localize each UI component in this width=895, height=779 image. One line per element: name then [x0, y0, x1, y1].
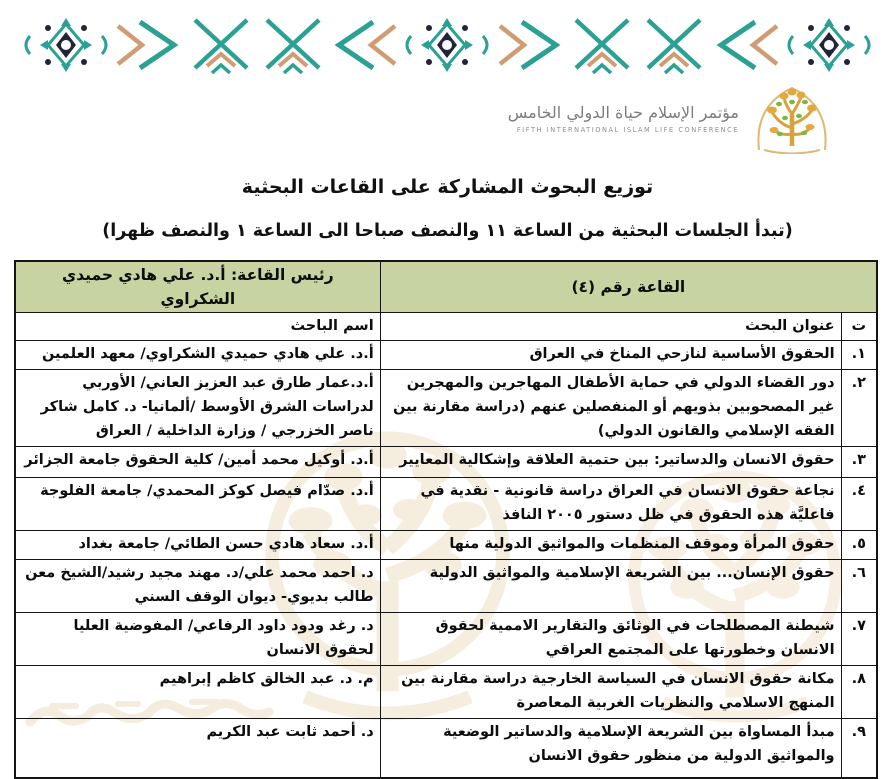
x-motif-icon	[257, 16, 329, 74]
table-row	[15, 478, 877, 531]
research-title: مكانة حقوق الانسان في السياسة الخارجية دراسة مقارنة بين المنهج الاسلامي والنظريات الغربية المعاصرة	[380, 666, 841, 719]
logo-title-arabic: مؤتمر الإسلام حياة الدولي الخامس	[507, 103, 739, 122]
col-header-researcher: اسم الباحث	[15, 313, 380, 341]
researcher-name: م. د. عبد الخالق كاظم إبراهيم	[15, 666, 380, 719]
table-header-row	[15, 261, 877, 313]
research-title: حقوق الإنسان... بين الشريعة الإسلامية والمواثيق الدولية	[380, 560, 841, 613]
research-title: نجاعة حقوق الانسان في العراق دراسة قانونية - نقدية في فاعليَّة هذه الحقوق في ظل دستور ٢٠٠٥ النافذ	[380, 478, 841, 531]
table-row	[15, 531, 877, 560]
chevron-right-motif-icon	[494, 16, 566, 74]
x-motif-icon	[638, 16, 710, 74]
chevron-left-motif-icon	[711, 16, 783, 74]
research-title: حقوق المرأة وموقف المنظمات والمواثيق الدولية منها	[380, 531, 841, 560]
researcher-name: د. رغد ودود داود الرفاعي/ المفوضية العليا لحقوق الانسان	[15, 613, 380, 666]
x-motif-icon	[185, 16, 257, 74]
research-title: الحقوق الأساسية لنازحي المناخ في العراق	[380, 341, 841, 370]
row-number: ٧.	[841, 613, 877, 666]
logo-title-english: FIFTH INTERNATIONAL ISLAM LIFE CONFERENCE	[516, 126, 739, 134]
row-number: ١.	[841, 341, 877, 370]
medallion-motif-icon	[20, 16, 112, 74]
row-number: ٥.	[841, 531, 877, 560]
row-number: ٤.	[841, 478, 877, 531]
chevron-right-motif-icon	[112, 16, 184, 74]
conference-logo-icon	[749, 82, 835, 154]
research-title: دور القضاء الدولي في حماية الأطفال المهاجرين والمهجرين غير المصحوبين بذويهم أو المنفصلين عنهم (دراسة مقارنة بين الفقه الإسلامي والقانون الدولي)	[380, 370, 841, 447]
researcher-name: أ.د. سعاد هادي حسن الطائي/ جامعة بغداد	[15, 531, 380, 560]
col-header-no: ت	[841, 313, 877, 341]
table-row	[15, 370, 877, 447]
research-table	[14, 260, 878, 779]
page-subtitle: (تبدأ الجلسات البحثية من الساعة ١١ والنصف صباحا الى الساعة ١ والنصف ظهرا)	[102, 221, 793, 241]
hall-chair-header: رئيس القاعة: أ.د. علي هادي حميدي الشكراوي	[15, 261, 380, 313]
research-title: شيطنة المصطلحات في الوثائق والتقارير الاممية لحقوق الانسان وخطورتها على المجتمع العراقي	[380, 613, 841, 666]
table-row	[15, 341, 877, 370]
row-number: ٦.	[841, 560, 877, 613]
researcher-name: أ.د. صدّام فيصل كوكز المحمدي/ جامعة الفلوجة	[15, 478, 380, 531]
medallion-motif-icon	[401, 16, 493, 74]
row-number: ٨.	[841, 666, 877, 719]
research-title: مبدأ المساواة بين الشريعة الإسلامية والدساتير الوضعية والمواثيق الدولية من منظور حقوق الانسان	[380, 719, 841, 779]
row-number: ٣.	[841, 447, 877, 478]
researcher-name: د. احمد محمد علي/د. مهند مجيد رشيد/الشيخ معن طالب بديوي- ديوان الوقف السني	[15, 560, 380, 613]
table-row	[15, 613, 877, 666]
table-row	[15, 560, 877, 613]
research-title: حقوق الانسان والدساتير: بين حتمية العلاقة وإشكالية المعايير	[380, 447, 841, 478]
chevron-left-motif-icon	[329, 16, 401, 74]
medallion-motif-icon	[783, 16, 875, 74]
table-row	[15, 447, 877, 478]
column-header-row	[15, 313, 877, 341]
x-motif-icon	[566, 16, 638, 74]
researcher-name: أ.د. علي هادي حميدي الشكراوي/ معهد العلمين	[15, 341, 380, 370]
table-row	[15, 666, 877, 719]
page-title: توزيع البحوث المشاركة على القاعات البحثية	[241, 176, 654, 198]
researcher-name: أ.د.عمار طارق عبد العزيز العاني/ الأوربي لدراسات الشرق الأوسط /ألمانيا- د. كامل شاكر ناصر الخزرجي / وزارة الداخلية / العراق	[15, 370, 380, 447]
row-number: ٢.	[841, 370, 877, 447]
conference-logo	[508, 82, 835, 154]
researcher-name: د. أحمد ثابت عبد الكريم	[15, 719, 380, 779]
row-number: ٩.	[841, 719, 877, 779]
table-row	[15, 719, 877, 779]
hall-number-header: القاعة رقم (٤)	[380, 261, 877, 313]
decorative-border	[20, 16, 875, 74]
researcher-name: أ.د. أوكيل محمد أمين/ كلية الحقوق جامعة الجزائر	[15, 447, 380, 478]
col-header-title: عنوان البحث	[380, 313, 841, 341]
